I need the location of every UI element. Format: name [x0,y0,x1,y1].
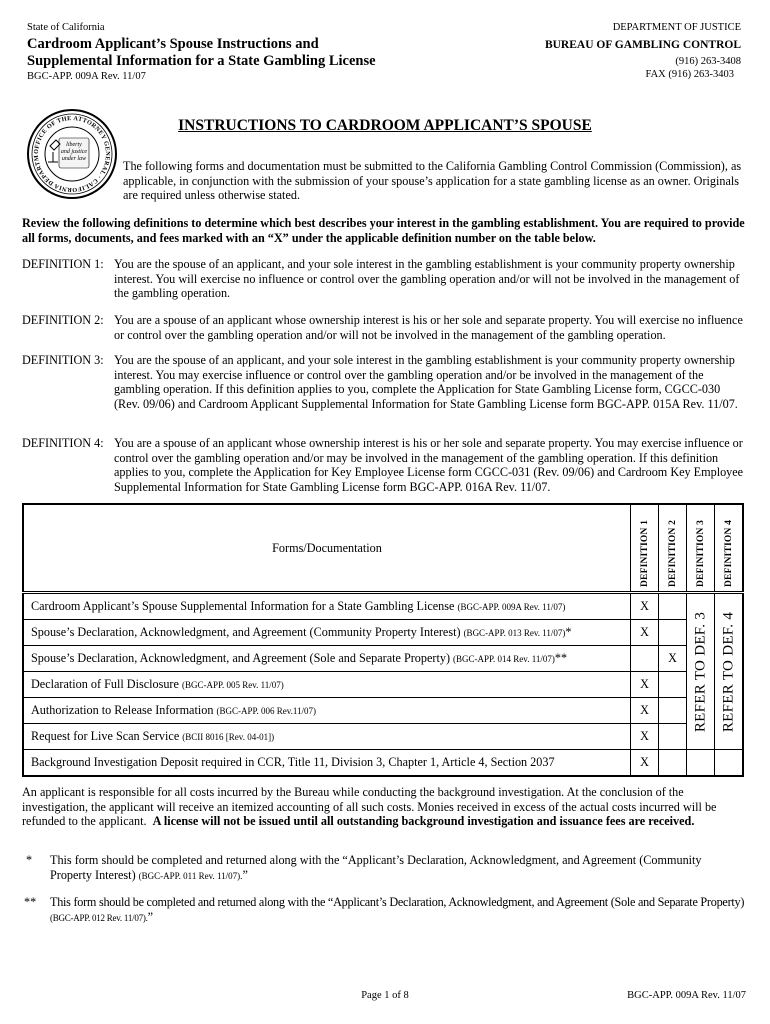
footnote-single-star [22,853,746,883]
refer-def-3-cell [687,593,715,750]
document-title-line1: Cardroom Applicant’s Spouse Instructions and [27,36,319,52]
row-2-suffix: * [565,625,572,639]
row-2-def2-mark [659,620,687,646]
table-row [23,593,743,620]
definition-3 [22,353,746,411]
table-row-label [23,750,631,777]
footnote-2-body [50,895,746,925]
row-6-def1-mark: X [631,724,659,750]
row-7-title: Background Investigation Deposit required in CCR, Title 11, Division 3, Chapter 1, Article 4, Section 2037 [31,755,555,769]
footnote-1-close: ” [242,867,248,882]
definition-1-label: DEFINITION 1: [22,257,104,271]
responsibility-bold-text: A license will not be issued until all outstanding background investigation and issuance fees are received. [152,814,695,828]
row-1-def1-mark: X [631,593,659,620]
definition-1 [22,257,746,301]
col-header-definition-2 [659,504,687,593]
col-header-definition-1 [631,504,659,593]
footnote-2-close: ” [147,909,153,924]
definition-4 [22,436,746,494]
table-row-label [23,672,631,698]
col-header-definition-4 [715,504,744,593]
table-row [23,646,743,672]
seal-center-line1: liberty [66,142,82,148]
refer-def-3-text: REFER TO DEF. 3 [692,611,708,732]
row-3-def2-mark: X [659,646,687,672]
row-7-def2-mark [659,750,687,777]
table-row [23,620,743,646]
forms-table [22,503,744,777]
footnote-1-ref: (BGC-APP. 011 Rev. 11/07). [138,870,243,881]
definition-2 [22,313,746,342]
footnote-1-text: This form should be completed and returned along with the “Applicant’s Declaration, Acknowledgment, and Agreement (Community Property Interest) [50,853,702,882]
row-1-title: Cardroom Applicant’s Spouse Supplemental Information for a State Gambling License [31,599,455,613]
forms-table-title: Forms/Documentation [23,504,631,593]
forms-table-header [23,504,743,593]
row-7-def4-cell [715,750,744,777]
row-2-def1-mark: X [631,620,659,646]
table-row-label [23,646,631,672]
row-7-def1-mark: X [631,750,659,777]
row-6-def2-mark [659,724,687,750]
definition-4-text: You are a spouse of an applicant whose ownership interest is his or her sole and separate property. You may exercise influence or control over the gambling operation and/or may be involved in the management of the gambling operation. If this definition applies to you, complete the Application for Key Employee License form CGCC-031 (Rev. 09/06) and Cardroom Key Employee Supplemental Information for State Gambling License form BGC-APP. 016A Rev. 11/07. [114,436,744,494]
definition-1-text: You are the spouse of an applicant, and your sole interest in the gambling establishment is your community property ownership interest. You will exercise no influence or control over the gambling operation and/or will not be involved in the management of the gambling operation. [114,257,740,300]
row-4-ref: (BGC-APP. 005 Rev. 11/07) [181,680,284,690]
row-2-title: Spouse’s Declaration, Acknowledgment, and Agreement (Community Property Interest) [31,625,461,639]
footnote-1-body [50,853,746,883]
fax-number: FAX (916) 263-3403 [645,69,734,80]
row-2-ref: (BGC-APP. 013 Rev. 11/07) [463,628,566,638]
main-title: INSTRUCTIONS TO CARDROOM APPLICANT’S SPOUSE [178,117,592,134]
row-1-ref: (BGC-APP. 009A Rev. 11/07) [457,602,566,612]
row-4-def1-mark: X [631,672,659,698]
table-row-label [23,593,631,620]
header-form-id: BGC-APP. 009A Rev. 11/07 [27,71,146,82]
table-row [23,698,743,724]
intro-paragraph: The following forms and documentation must be submitted to the California Gambling Control Commission (Commission), as applicable, in conjunction with the submission of your spouse’s application for a state gambling license as an owner. Originals are required unless otherwise stated. [123,159,742,202]
definition-4-label: DEFINITION 4: [22,436,104,450]
col-header-definition-2-text: DEFINITION 2 [667,519,678,587]
row-3-def1-mark [631,646,659,672]
footer-form-id: BGC-APP. 009A Rev. 11/07 [627,990,746,1001]
row-3-suffix: ** [554,651,568,665]
review-paragraph: Review the following definitions to determine which best describes your interest in the gambling establishment. You are required to provide all forms, documents, and fees marked with an “X” under the applicable definition number on the table below. [22,216,745,245]
col-header-definition-3-text: DEFINITION 3 [695,519,706,587]
col-header-definition-4-text: DEFINITION 4 [723,519,734,587]
responsibility-paragraph [22,785,746,829]
table-row [23,672,743,698]
row-5-title: Authorization to Release Information [31,703,214,717]
department-label: DEPARTMENT OF JUSTICE [612,22,741,33]
table-row [23,724,743,750]
page-number: Page 1 of 8 [361,990,409,1001]
table-row-label [23,724,631,750]
table-row-label [23,620,631,646]
refer-def-4-cell [715,593,744,750]
phone-number: (916) 263-3408 [675,56,741,67]
row-6-title: Request for Live Scan Service [31,729,180,743]
definition-2-text: You are a spouse of an applicant whose ownership interest is his or her sole and separate property. You will exercise no influence or control over the gambling operation and/or will not be involved in the management of the gambling operation. [114,313,743,342]
seal-center-line2: and justice [60,149,88,155]
row-7-def3-cell [687,750,715,777]
footnote-double-star [22,895,746,925]
footnote-2-ref: (BGC-APP. 012 Rev. 11/07). [50,912,148,923]
row-4-def2-mark [659,672,687,698]
seal-ring-text: OFFICE OF THE ATTORNEY GENERAL · CALIFORNIA DEPARTM [32,114,112,194]
row-6-ref: (BCII 8016 [Rev. 04-01]) [182,732,275,742]
row-3-ref: (BGC-APP. 014 Rev. 11/07) [453,654,555,664]
col-header-definition-1-text: DEFINITION 1 [639,519,650,587]
col-header-definition-3 [687,504,715,593]
row-1-def2-mark [659,593,687,620]
definition-3-text: You are the spouse of an applicant, and your sole interest in the gambling establishment is your community property ownership interest. You may exercise influence or control over the gambling operation and/or be involved in the management of the gambling operation. If this definition applies to you, complete the Application for State Gambling License form, CGCC-030 (Rev. 09/06) and Cardroom Applicant Supplemental Information for State Gambling License form BGC-APP. 015A Rev. 11/07. [114,353,738,411]
bureau-label: BUREAU OF GAMBLING CONTROL [544,39,741,51]
refer-def-4-text: REFER TO DEF. 4 [720,611,736,732]
state-label: State of California [27,22,105,33]
row-5-def1-mark: X [631,698,659,724]
responsibility-text: An applicant is responsible for all costs incurred by the Bureau while conducting the background investigation. At the conclusion of the investigation, the applicant will receive an itemized accounting of all such costs. Monies received in excess of the actual costs incurred will be refunded to the applicant. [22,785,717,828]
row-4-title: Declaration of Full Disclosure [31,677,179,691]
document-title-line2: Supplemental Information for a State Gambling License [27,53,376,69]
table-row-label [23,698,631,724]
definition-3-label: DEFINITION 3: [22,353,104,367]
row-3-title: Spouse’s Declaration, Acknowledgment, and Agreement (Sole and Separate Property) [31,651,450,665]
footnote-1-mark: * [26,853,33,867]
row-5-ref: (BGC-APP. 006 Rev.11/07) [216,706,317,716]
footnote-2-mark: ** [24,895,37,909]
row-5-def2-mark [659,698,687,724]
definition-2-label: DEFINITION 2: [22,313,104,327]
footnote-2-text: This form should be completed and returned along with the “Applicant’s Declaration, Acknowledgment, and Agreement (Sole and Separate Property) [50,895,745,909]
seal-center-line3: under law [61,156,87,162]
table-row [23,750,743,777]
